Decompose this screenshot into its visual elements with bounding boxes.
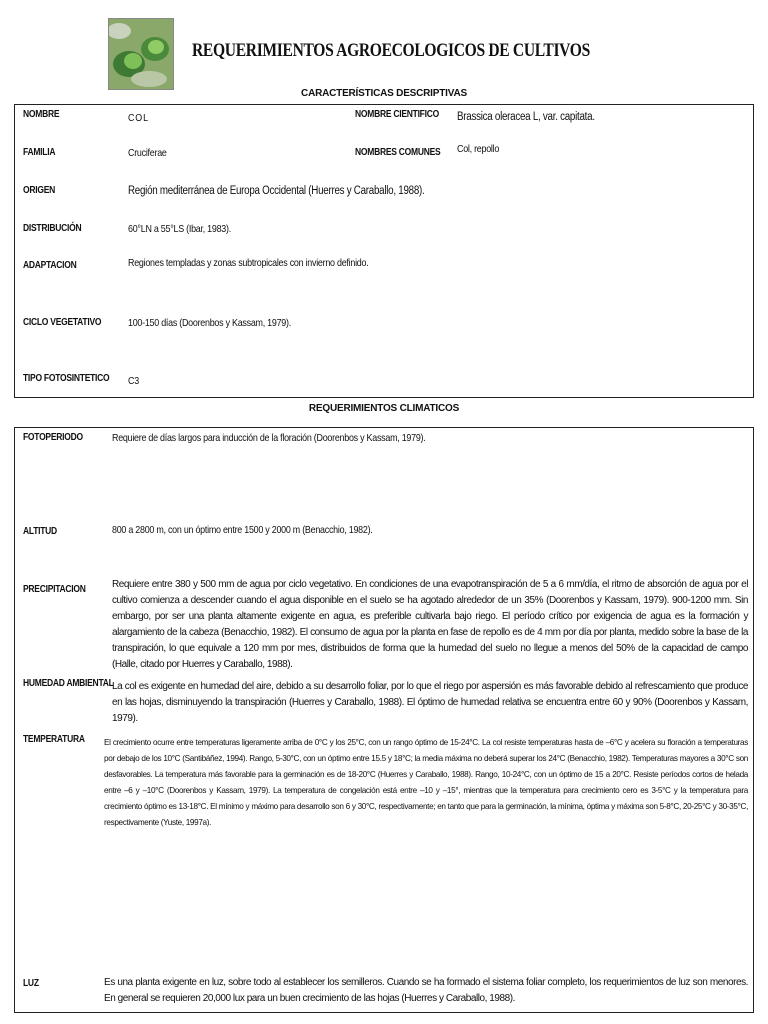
comunes-label: NOMBRES COMUNES <box>355 147 441 158</box>
luz-value: Es una planta exigente en luz, sobre todo al establecer los semilleros. Cuando se ha formado el sistema foliar completo, los requerimientos de luz son menores. En general se requieren 20,000 lux para un buen crecimiento de las hojas (Huerres y Caraballo, 1988). <box>104 977 748 1004</box>
precipitacion-value: Requiere entre 380 y 500 mm de agua por ciclo vegetativo. En condiciones de una evapotranspiración de 5 a 6 mm/día, el ritmo de absorción de agua por el cultivo comienza a descender cuando el agua disponible en el suelo se ha agotado alrededor de un 35% (Doorenbos y Kassam, 1979). 900-1200 mm. Sin embargo, por ser una planta altamente exigente en agua, es preferible cultivarla bajo riego. El período crítico por exigencia de agua es la formación y alargamiento de la cabeza (Benacchio, 1982). El consumo de agua por la planta en fase de repollo es de 4 mm por día por planta, medido sobre la base de la transpiración, lo que equivale a 120 mm por mes, distribuidos de forma que la humedad del suelo no llegue a menos del 50% de la capacidad de campo (Halle, citado por Huerres y Caraballo, 1988). <box>112 579 748 670</box>
nombre-value: COL <box>128 112 149 124</box>
familia-label: FAMILIA <box>23 147 56 158</box>
humedad-label: HUMEDAD AMBIENTAL <box>23 678 114 689</box>
tipo-value: C3 <box>128 375 139 387</box>
fotoperiodo-label: FOTOPERIODO <box>23 432 83 443</box>
humedad-value: La col es exigente en humedad del aire, debido a su desarrollo foliar, por lo que el riego por aspersión es más favorable debido al refrescamiento que produce en las hojas, disminuyendo la transpiración (Huerres y Caraballo, 1988). El óptimo de humedad relativa se encuentra entre 60 y 90% (Doorenbos y Kassam, 1979). <box>112 681 748 724</box>
nombre-label: NOMBRE <box>23 109 60 120</box>
distribucion-value: 60°LN a 55°LS (Ibar, 1983). <box>128 223 231 235</box>
familia-value: Cruciferae <box>128 147 167 159</box>
temperatura-value: El crecimiento ocurre entre temperaturas ligeramente arriba de 0°C y los 25°C, con un rango óptimo de 15-24°C. La col resiste temperaturas hasta de –6°C y acelera su floración a temperaturas por debajo de los 10°C (Santibáñez, 1994). Rango, 5-30°C, con un óptimo entre 15.5 y 18°C; la media máxima no deberá superar los 24°C (Benacchio, 1982). Temperaturas mayores a 30°C son desfavorables. La temperatura más favorable para la germinación es de 18-20°C (Huerres y Caraballo, 1988). Rango, 10-24°C, con un óptimo de 15 a 20°C. Resiste períodos cortos de helada entre –6 y –10°C (Doorenbos y Kassam, 1979). La temperatura de congelación está entre –10 y –15°, mientras que la temperatura para crecimiento cero es 3-5°C y la temperatura para crecimiento óptimo es 13-18°C. El mínimo y máximo para desarrollo son 6 y 30°C, respectivamente; en tanto que para la germinación, la mínima, óptima y máxima son 5-8°C, 20-25°C y 30-35°C, respectivamente (Yuste, 1997a). <box>104 738 748 827</box>
tipo-label: TIPO FOTOSINTETICO <box>23 373 110 384</box>
cientifico-value: Brassica oleracea L, var. capitata. <box>457 111 595 123</box>
descriptive-table <box>14 104 754 398</box>
origen-value: Región mediterránea de Europa Occidental (Huerres y Caraballo, 1988). <box>128 185 425 197</box>
document-title: REQUERIMIENTOS AGROECOLOGICOS DE CULTIVOS <box>192 40 590 61</box>
adaptacion-value: Regiones templadas y zonas subtropicales con invierno definido. <box>128 257 369 269</box>
cabbage-photo <box>108 18 174 90</box>
precipitacion-label: PRECIPITACION <box>23 584 86 595</box>
comunes-value: Col, repollo <box>457 143 500 155</box>
fotoperiodo-value: Requiere de días largos para inducción de la floración (Doorenbos y Kassam, 1979). <box>112 432 426 444</box>
climatic-section-title: REQUERIMIENTOS CLIMATICOS <box>308 403 460 414</box>
distribucion-label: DISTRIBUCIÓN <box>23 223 82 234</box>
adaptacion-label: ADAPTACION <box>23 260 77 271</box>
origen-label: ORIGEN <box>23 185 56 196</box>
temperatura-label: TEMPERATURA <box>23 734 85 745</box>
ciclo-value: 100-150 días (Doorenbos y Kassam, 1979). <box>128 317 291 329</box>
luz-label: LUZ <box>23 978 39 989</box>
ciclo-label: CICLO VEGETATIVO <box>23 317 102 328</box>
descriptive-section-title: CARACTERÍSTICAS DESCRIPTIVAS <box>301 88 467 99</box>
altitud-value: 800 a 2800 m, con un óptimo entre 1500 y 2000 m (Benacchio, 1982). <box>112 524 373 536</box>
altitud-label: ALTITUD <box>23 526 57 537</box>
cientifico-label: NOMBRE CIENTIFICO <box>355 109 439 120</box>
climatic-table <box>14 427 754 1013</box>
